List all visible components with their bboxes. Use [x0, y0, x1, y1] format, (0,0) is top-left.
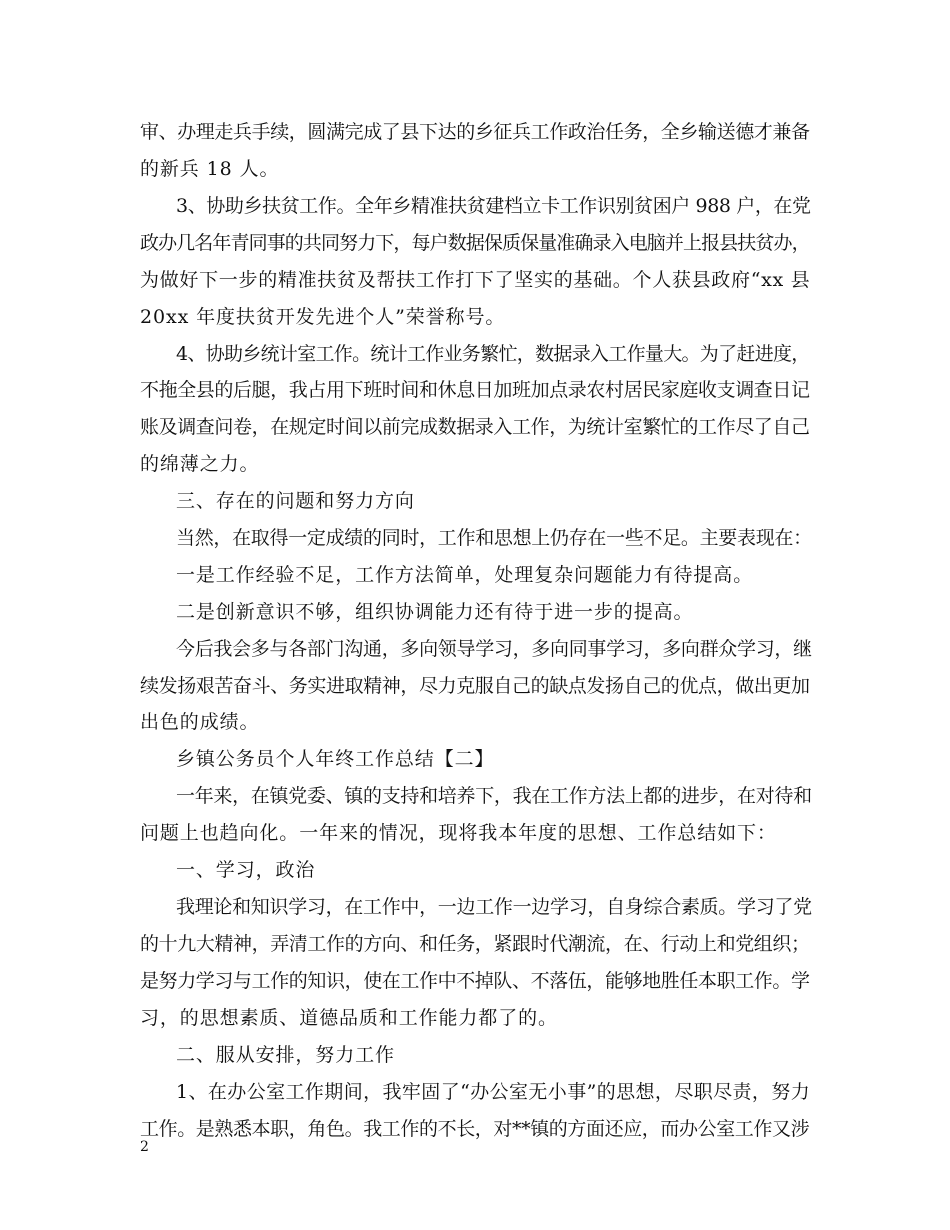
text-line: 的绵薄之力。 [140, 453, 260, 475]
text-line: 我理论和知识学习，在工作中，一边工作一边学习，自身综合素质。学习了党 [176, 896, 812, 918]
text-line: 的十九大精神，弄清工作的方向、和任务，紧跟时代潮流，在、行动上和党组织； [140, 933, 810, 955]
text-line: 习，的思想素质、道德品质和工作能力都了的。 [140, 1007, 558, 1029]
text-line: 出色的成绩。 [140, 711, 260, 733]
text-line: 的新兵 18 人。 [140, 158, 280, 180]
text-line: 为做好下一步的精准扶贫及帮扶工作打下了坚实的基础。个人获县政府“xx 县 [140, 269, 811, 291]
text-line: 问题上也趋向化。一年来的情况，现将我本年度的思想、工作总结如下： [140, 822, 777, 844]
text-line: 账及调查问卷，在规定时间以前完成数据录入工作，为统计室繁忙的工作尽了自己 [140, 416, 810, 438]
text-line: 不拖全县的后腿，我占用下班时间和休息日加班加点录农村居民家庭收支调查日记 [140, 379, 810, 401]
text-line: 工作。是熟悉本职，角色。我工作的不长，对**镇的方面还应，而办公室工作又涉 [140, 1118, 810, 1140]
text-line: 审、办理走兵手续，圆满完成了县下达的乡征兵工作政治任务，全乡输送德才兼备 [140, 121, 810, 143]
text-line: 政办几名年青同事的共同努力下，每户数据保质保量准确录入电脑并上报县扶贫办， [140, 232, 810, 254]
section-title: 乡镇公务员个人年终工作总结【二】 [176, 748, 495, 770]
text-line: 二是创新意识不够，组织协调能力还有待于进一步的提高。 [176, 601, 694, 623]
text-line: 今后我会多与各部门沟通，多向领导学习，多向同事学习，多向群众学习，继 [176, 638, 812, 660]
text-line: 一年来，在镇党委、镇的支持和培养下，我在工作方法上都的进步，在对待和 [176, 785, 812, 807]
text-line: 4、协助乡统计室工作。统计工作业务繁忙，数据录入工作量大。为了赶进度， [176, 343, 810, 365]
section-heading: 一、学习，政治 [176, 859, 316, 881]
text-line: 1、在办公室工作期间，我牢固了“办公室无小事”的思想，尽职尽责，努力 [176, 1081, 811, 1103]
text-line: 是努力学习与工作的知识，使在工作中不掉队、不落伍，能够地胜任本职工作。学 [140, 970, 810, 992]
page-number: 2 [140, 1139, 149, 1155]
text-line: 当然，在取得一定成绩的同时，工作和思想上仍存在一些不足。主要表现在： [176, 527, 812, 549]
text-line: 3、协助乡扶贫工作。全年乡精准扶贫建档立卡工作识别贫困户 988 户，在党 [176, 195, 811, 217]
text-line: 20xx 年度扶贫开发先进个人”荣誉称号。 [140, 306, 506, 328]
text-line: 一是工作经验不足，工作方法简单，处理复杂问题能力有待提高。 [176, 564, 754, 586]
section-heading: 三、存在的问题和努力方向 [176, 490, 415, 512]
text-line: 续发扬艰苦奋斗、务实进取精神，尽力克服自己的缺点发扬自己的优点，做出更加 [140, 675, 810, 697]
section-heading: 二、服从安排，努力工作 [176, 1044, 395, 1066]
